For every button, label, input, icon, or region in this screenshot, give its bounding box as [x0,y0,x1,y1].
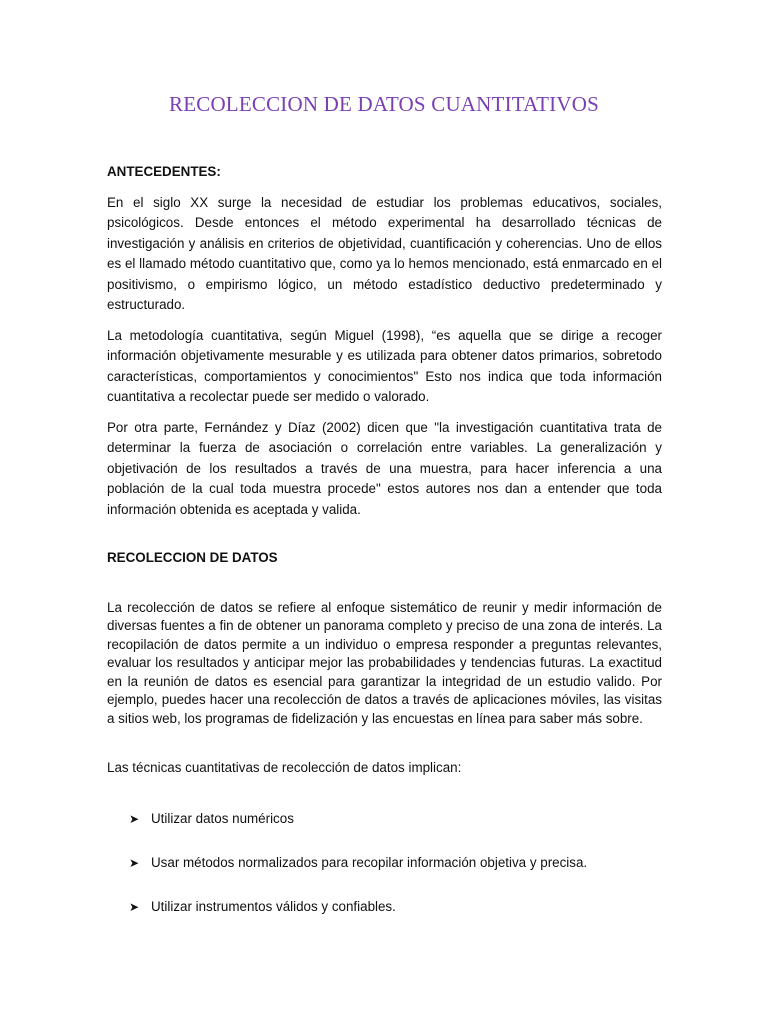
paragraph-recoleccion-2: Las técnicas cuantitativas de recolección de datos implican: [107,760,462,775]
paragraph-antecedentes-3: Por otra parte, Fernández y Díaz (2002) dicen que "la investigación cuantitativa trata de determinar la fuerza de asociación o correlación entre variables. La generalización y objetivación de los resultados a través de una muestra, para hacer inferencia a una población de la cual toda muestra procede" estos autores nos dan a entender que toda información obtenida es aceptada y valida. [107,419,662,517]
page-title: RECOLECCION DE DATOS CUANTITATIVOS [169,92,599,116]
paragraph-antecedentes-2: La metodología cuantitativa, según Miguel (1998), “es aquella que se dirige a recoger información objetivamente mesurable y es utilizada para obtener datos primarios, sobretodo características, comportamientos y conocimientos" Esto nos indica que toda información cuantitativa a recolectar puede ser medido o valorado. [107,327,662,404]
heading-spacer [107,579,662,599]
bullet-list [107,809,662,917]
section-heading-antecedentes: ANTECEDENTES: [107,164,221,179]
arrow-bullet-icon: ➤ [129,899,140,914]
list-item-text: Usar métodos normalizados para recopilar información objetiva y precisa. [151,854,588,870]
paragraph-spacer [107,738,662,758]
list-item [129,809,662,829]
list-item [129,853,662,873]
document-body [107,162,662,941]
list-spacer [107,789,662,809]
section-heading-recoleccion: RECOLECCION DE DATOS [107,550,278,565]
list-item-text: Utilizar instrumentos válidos y confiables. [151,898,396,914]
paragraph-recoleccion-1: La recolección de datos se refiere al enfoque sistemático de reunir y medir información de diversas fuentes a fin de obtener un panorama completo y preciso de una zona de interés. La recopilación de datos permite a un individuo o empresa responder a preguntas relevantes, evaluar los resultados y anticipar mejor las probabilidades y tendencias futuras. La exactitud en la reunión de datos es esencial para garantizar la integridad de un estudio valido. Por ejemplo, puedes hacer una recolección de datos a través de aplicaciones móviles, las visitas a sitios web, los programas de fidelización y las encuestas en línea para saber más sobre. [107,599,662,726]
list-item-text: Utilizar datos numéricos [151,810,294,826]
arrow-bullet-icon: ➤ [129,811,140,826]
paragraph-antecedentes-1: En el siglo XX surge la necesidad de estudiar los problemas educativos, sociales, psicológicos. Desde entonces el método experimental ha desarrollado técnicas de investigación y análisis en criterios de objetividad, cuantificación y coherencias. Uno de ellos es el llamado método cuantitativo que, como ya lo hemos mencionado, está enmarcado en el positivismo, o empirismo lógico, un método estadístico deductivo predeterminado y estructurado. [107,194,662,312]
arrow-bullet-icon: ➤ [129,855,140,870]
section-spacer [107,530,662,548]
list-item [129,897,662,917]
